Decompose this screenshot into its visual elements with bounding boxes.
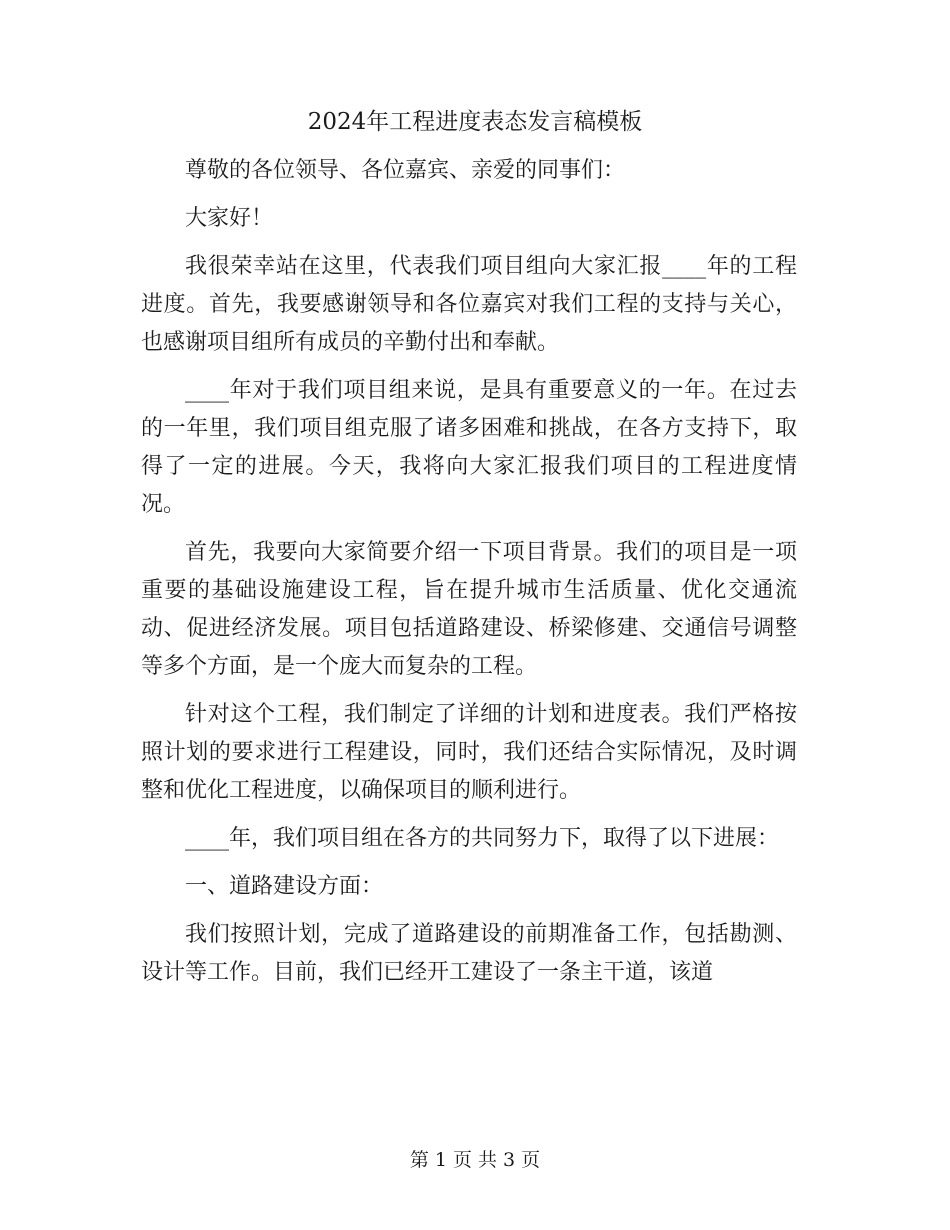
page-footer: 第 1 页 共 3 页 xyxy=(409,1149,541,1171)
paragraph-greeting: 大家好！ xyxy=(185,206,274,231)
paragraph-background: 首先，我要向大家简要介绍一下项目背景。我们的项目是一项重要的基础设施建设工程，旨在提升城市生活质量、优化交通流动、促进经济发展。项目包括道路建设、桥梁修建、交通信号调整等多个方面，是一个庞大而复杂的工程。 xyxy=(141,540,797,679)
document-title: 2024年工程进度表态发言稿模板 xyxy=(307,109,643,135)
paragraph-intro: 我很荣幸站在这里，代表我们项目组向大家汇报____年的工程进度。首先，我要感谢领导和各位嘉宾对我们工程的支持与关心，也感谢项目组所有成员的辛勤付出和奉献。 xyxy=(141,254,797,355)
paragraph-plan: 针对这个工程，我们制定了详细的计划和进度表。我们严格按照计划的要求进行工程建设，同时，我们还结合实际情况，及时调整和优化工程进度，以确保项目的顺利进行。 xyxy=(141,702,797,803)
paragraph-road-details: 我们按照计划，完成了道路建设的前期准备工作，包括勘测、设计等工作。目前，我们已经开工建设了一条主干道，该道 xyxy=(141,922,797,985)
paragraph-progress-lead: ____年，我们项目组在各方的共同努力下，取得了以下进展： xyxy=(185,826,780,851)
section-heading-road: 一、道路建设方面： xyxy=(185,874,384,899)
document-body xyxy=(141,152,797,1002)
paragraph-year-review: ____年对于我们项目组来说，是具有重要意义的一年。在过去的一年里，我们项目组克服了诸多困难和挑战，在各方支持下，取得了一定的进展。今天，我将向大家汇报我们项目的工程进度情况。 xyxy=(141,378,797,517)
paragraph-salutation: 尊敬的各位领导、各位嘉宾、亲爱的同事们： xyxy=(185,158,626,183)
